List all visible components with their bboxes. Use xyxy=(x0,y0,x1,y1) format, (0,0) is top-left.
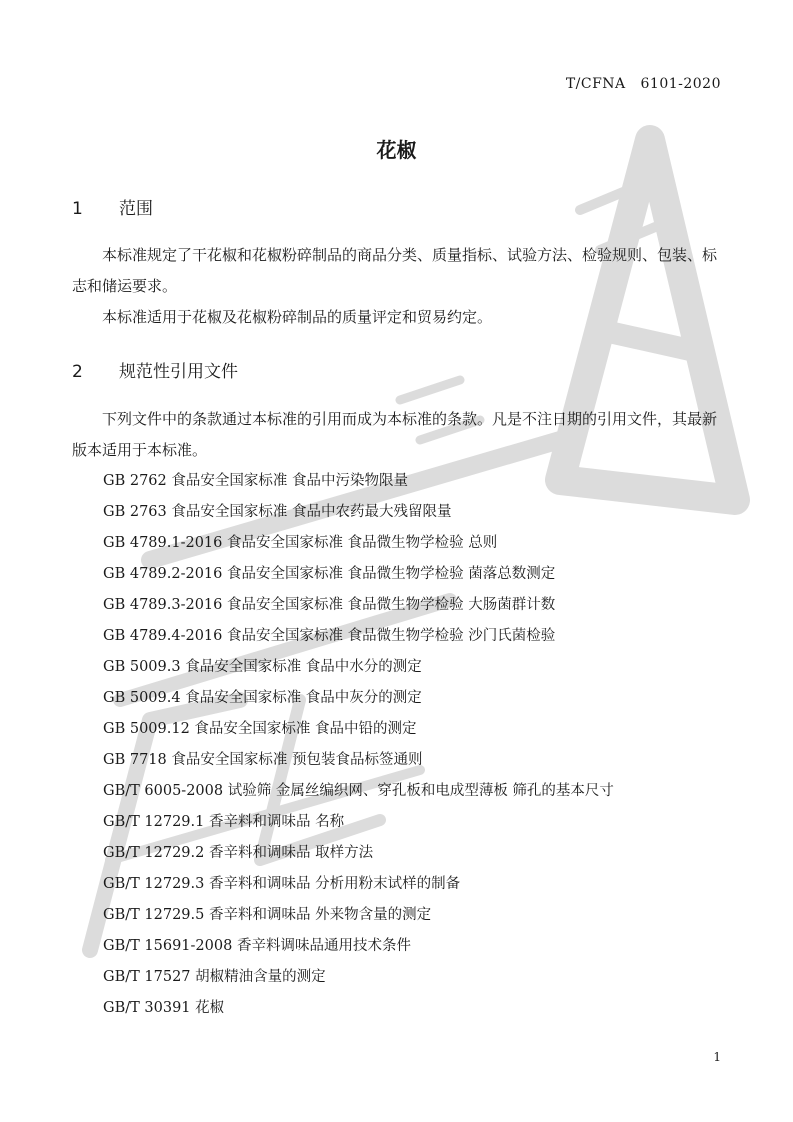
paragraph: 本标准规定了干花椒和花椒粉碎制品的商品分类、质量指标、试验方法、检验规则、包装、标志和储运要求。 xyxy=(72,246,718,295)
reference-item: GB 4789.3-2016 食品安全国家标准 食品微生物学检验 大肠菌群计数 xyxy=(103,597,556,613)
reference-item: GB/T 12729.1 香辛料和调味品 名称 xyxy=(103,814,345,830)
paragraph: 下列文件中的条款通过本标准的引用而成为本标准的条款。凡是不注日期的引用文件，其最新版本适用于本标准。 xyxy=(72,410,718,459)
section-title: 范围 xyxy=(119,199,153,219)
reference-item: GB/T 12729.3 香辛料和调味品 分析用粉末试样的制备 xyxy=(103,876,461,892)
standard-code: T/CFNA 6101-2020 xyxy=(565,76,721,92)
reference-list xyxy=(103,466,614,1024)
reference-item: GB 5009.12 食品安全国家标准 食品中铅的测定 xyxy=(103,721,417,737)
reference-item: GB 5009.3 食品安全国家标准 食品中水分的测定 xyxy=(103,659,422,675)
reference-item: GB 4789.4-2016 食品安全国家标准 食品微生物学检验 沙门氏菌检验 xyxy=(103,628,556,644)
reference-item: GB 4789.2-2016 食品安全国家标准 食品微生物学检验 菌落总数测定 xyxy=(103,566,556,582)
section-2-heading xyxy=(72,357,238,382)
reference-item: GB 2762 食品安全国家标准 食品中污染物限量 xyxy=(103,473,408,489)
reference-item: GB 5009.4 食品安全国家标准 食品中灰分的测定 xyxy=(103,690,422,706)
section-1-heading xyxy=(72,194,153,219)
paragraph: 本标准适用于花椒及花椒粉碎制品的质量评定和贸易约定。 xyxy=(102,308,493,326)
section-title: 规范性引用文件 xyxy=(119,362,238,382)
reference-item: GB/T 15691-2008 香辛料调味品通用技术条件 xyxy=(103,938,411,954)
reference-item: GB/T 12729.5 香辛料和调味品 外来物含量的测定 xyxy=(103,907,432,923)
reference-item: GB 7718 食品安全国家标准 预包装食品标签通则 xyxy=(103,752,423,768)
section-number: 2 xyxy=(72,362,83,382)
reference-item: GB/T 30391 花椒 xyxy=(103,1000,225,1016)
section-number: 1 xyxy=(72,199,83,219)
reference-item: GB 2763 食品安全国家标准 食品中农药最大残留限量 xyxy=(103,504,452,520)
reference-item: GB 4789.1-2016 食品安全国家标准 食品微生物学检验 总则 xyxy=(103,535,498,551)
reference-item: GB/T 6005-2008 试验筛 金属丝编织网、穿孔板和电成型薄板 筛孔的基本尺寸 xyxy=(103,783,614,799)
document-title: 花椒 xyxy=(376,138,417,162)
reference-item: GB/T 17527 胡椒精油含量的测定 xyxy=(103,969,326,985)
page-number: 1 xyxy=(713,1050,721,1064)
reference-item: GB/T 12729.2 香辛料和调味品 取样方法 xyxy=(103,845,374,861)
